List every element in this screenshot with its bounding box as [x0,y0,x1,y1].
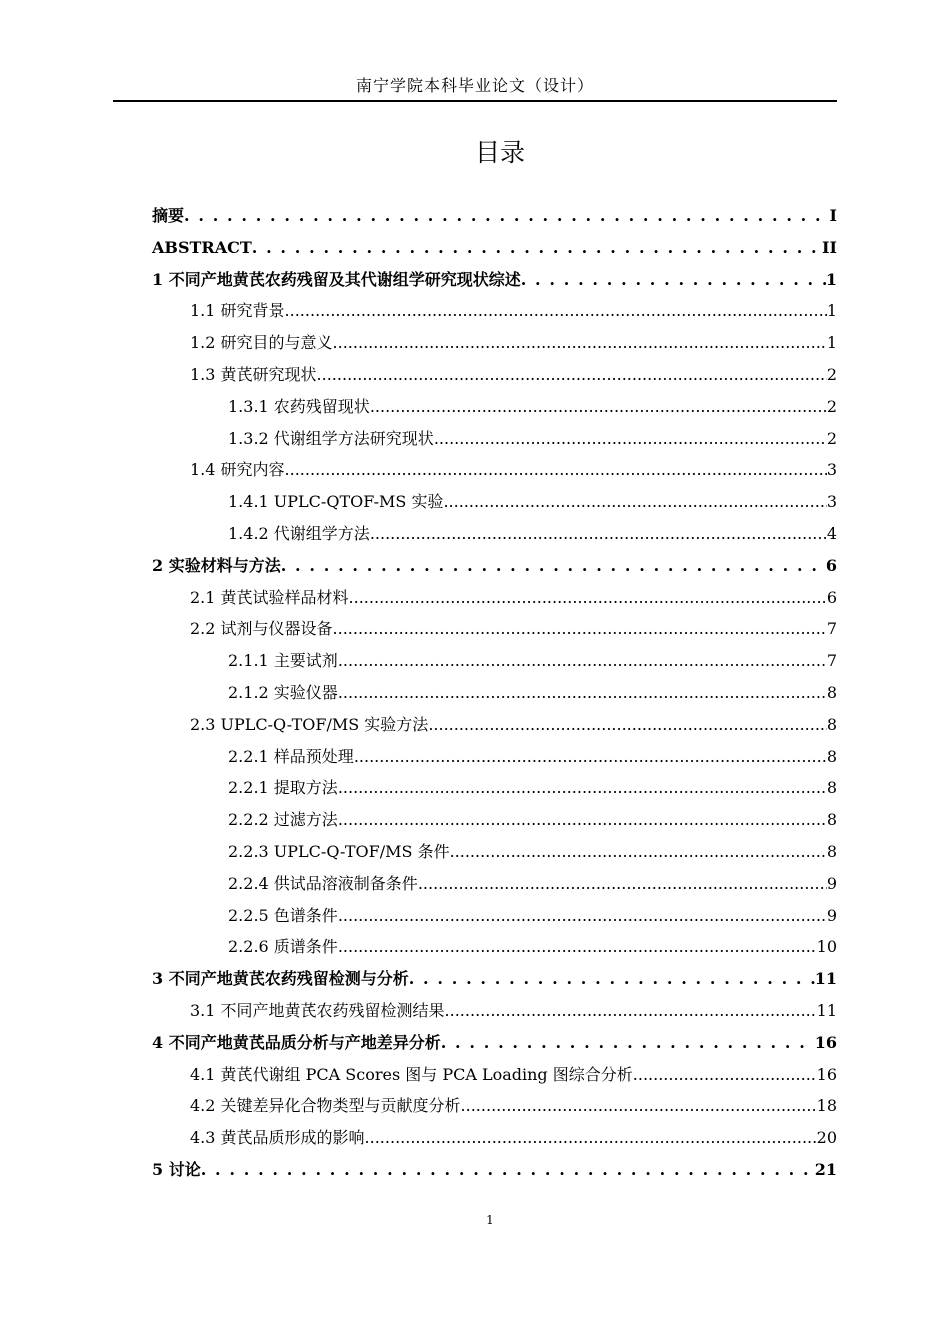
toc-entry[interactable] [152,550,837,582]
toc-dot-leader [285,454,827,486]
toc-dot-leader [349,582,827,614]
toc-entry[interactable] [152,709,837,741]
toc-entry-page: 9 [826,873,837,893]
toc-entry-label: 2.2.4 供试品溶液制备条件 [228,873,418,893]
toc-entry-page: 2 [826,428,837,448]
toc-entry-label: 1.3 黄芪研究现状 [190,364,317,384]
toc-dot-leader [443,486,826,518]
page-number: 1 [486,1213,494,1227]
toc-entry-page: 20 [816,1128,837,1148]
toc-dot-leader [441,1027,815,1059]
toc-entry-page: 10 [816,937,837,957]
toc-entry[interactable] [152,264,837,296]
toc-entry-label: 2.1.1 主要试剂 [228,651,338,671]
toc-entry-page: 8 [826,746,837,766]
toc-entry[interactable] [152,359,837,391]
toc-entry-label: 1 不同产地黄芪农药残留及其代谢组学研究现状综述 [152,269,521,289]
toc-entry-page: 3 [826,492,837,512]
toc-entry[interactable] [152,486,837,518]
toc-entry-label: 3.1 不同产地黄芪农药残留检测结果 [190,1000,445,1020]
toc-entry[interactable] [152,613,837,645]
toc-entry-page: 16 [814,1032,837,1052]
toc-entry-label: ABSTRACT [152,237,252,257]
toc-entry-label: 4.3 黄芪品质形成的影响 [190,1128,365,1148]
toc-entry-label: 4.1 黄芪代谢组 PCA Scores 图与 PCA Loading 图综合分析 [190,1064,633,1084]
toc-dot-leader [365,1122,817,1154]
toc-dot-leader [184,200,830,232]
toc-entry-page: I [829,206,837,225]
toc-entry-label: 2.2.1 提取方法 [228,778,338,798]
toc-dot-leader [252,232,822,264]
toc-entry-page: 6 [826,587,837,607]
toc-entry[interactable] [152,200,837,232]
toc-entry-label: 2 实验材料与方法 [152,555,281,575]
toc-entry[interactable] [152,995,837,1027]
toc-entry-page: 1 [825,269,837,289]
toc-entry[interactable] [152,232,837,264]
toc-entry-page: 4 [826,523,837,543]
toc-entry[interactable] [152,900,837,932]
toc-entry-label: 1.3.1 农药残留现状 [228,396,370,416]
toc-dot-leader [338,804,827,836]
toc-entry[interactable] [152,868,837,900]
toc-entry-page: 8 [826,714,837,734]
toc-entry-page: 18 [816,1096,837,1116]
toc-dot-leader [333,613,827,645]
toc-entry[interactable] [152,836,837,868]
table-of-contents [152,200,837,1186]
toc-entry-label: 1.4 研究内容 [190,460,285,480]
toc-entry[interactable] [152,677,837,709]
toc-entry-page: 8 [826,810,837,830]
toc-entry[interactable] [152,931,837,963]
toc-dot-leader [338,900,827,932]
toc-entry-label: 2.2.2 过滤方法 [228,810,338,830]
toc-entry[interactable] [152,391,837,423]
toc-entry-label: 2.3 UPLC-Q-TOF/MS 实验方法 [190,714,429,734]
toc-entry-page: 2 [826,364,837,384]
toc-entry[interactable] [152,1090,837,1122]
toc-dot-leader [521,264,826,296]
toc-entry-page: 11 [816,1000,837,1020]
toc-entry[interactable] [152,963,837,995]
toc-entry-page: 21 [814,1159,837,1179]
toc-entry[interactable] [152,645,837,677]
page-header: 南宁学院本科毕业论文（设计） [355,76,594,95]
toc-entry-label: 1.2 研究目的与意义 [190,333,333,353]
toc-entry-page: 7 [826,619,837,639]
toc-entry[interactable] [152,1154,837,1186]
toc-dot-leader [450,836,827,868]
toc-entry[interactable] [152,1027,837,1059]
toc-entry-label: 2.2.5 色谱条件 [228,905,338,925]
toc-entry-label: 2.1 黄芪试验样品材料 [190,587,349,607]
toc-dot-leader [418,868,827,900]
toc-entry-page: 9 [826,905,837,925]
toc-entry[interactable] [152,582,837,614]
toc-entry-label: 4.2 关键差异化合物类型与贡献度分析 [190,1096,461,1116]
toc-entry[interactable] [152,295,837,327]
toc-entry-page: 8 [826,841,837,861]
toc-entry[interactable] [152,804,837,836]
toc-entry[interactable] [152,423,837,455]
toc-dot-leader [338,772,827,804]
toc-entry[interactable] [152,772,837,804]
toc-entry-label: 2.2.3 UPLC-Q-TOF/MS 条件 [228,841,450,861]
toc-dot-leader [333,327,827,359]
toc-dot-leader [201,1154,815,1186]
toc-entry-page: 11 [814,969,837,989]
toc-entry-label: 摘要 [152,206,185,225]
toc-entry[interactable] [152,518,837,550]
toc-title: 目录 [474,138,525,167]
toc-entry-page: 8 [826,682,837,702]
toc-entry-label: 5 讨论 [152,1159,201,1179]
toc-entry-label: 2.1.2 实验仪器 [228,682,338,702]
toc-entry-page: 1 [826,301,837,321]
toc-entry-page: 2 [826,396,837,416]
toc-entry-page: 7 [826,651,837,671]
toc-entry-label: 2.2 试剂与仪器设备 [190,619,333,639]
toc-dot-leader [338,645,827,677]
toc-entry[interactable] [152,1059,837,1091]
toc-entry-page: 1 [826,333,837,353]
toc-entry-label: 2.2.1 样品预处理 [228,746,354,766]
toc-dot-leader [354,741,827,773]
toc-entry-page: 16 [816,1064,837,1084]
toc-entry-label: 2.2.6 质谱条件 [228,937,338,957]
toc-entry[interactable] [152,1122,837,1154]
toc-dot-leader [445,995,817,1027]
toc-dot-leader [317,359,827,391]
toc-entry-page: 8 [826,778,837,798]
toc-dot-leader [434,423,827,455]
toc-dot-leader [428,709,827,741]
toc-entry-page: 6 [825,555,837,575]
toc-dot-leader [633,1059,817,1091]
toc-entry-page: 3 [826,460,837,480]
toc-entry-label: 1.4.2 代谢组学方法 [228,523,370,543]
toc-dot-leader [338,677,827,709]
toc-dot-leader [409,963,815,995]
toc-dot-leader [285,295,827,327]
toc-dot-leader [370,391,827,423]
toc-entry-label: 3 不同产地黄芪农药残留检测与分析 [152,969,409,989]
header-rule [113,100,837,102]
toc-dot-leader [461,1090,817,1122]
toc-entry-page: II [822,237,837,257]
toc-dot-leader [338,931,817,963]
toc-entry[interactable] [152,454,837,486]
toc-entry[interactable] [152,327,837,359]
toc-entry-label: 1.1 研究背景 [190,301,285,321]
toc-entry[interactable] [152,741,837,773]
toc-entry-label: 1.3.2 代谢组学方法研究现状 [228,428,434,448]
toc-dot-leader [370,518,827,550]
toc-entry-label: 4 不同产地黄芪品质分析与产地差异分析 [152,1032,441,1052]
toc-entry-label: 1.4.1 UPLC-QTOF-MS 实验 [228,492,444,512]
toc-dot-leader [281,550,826,582]
